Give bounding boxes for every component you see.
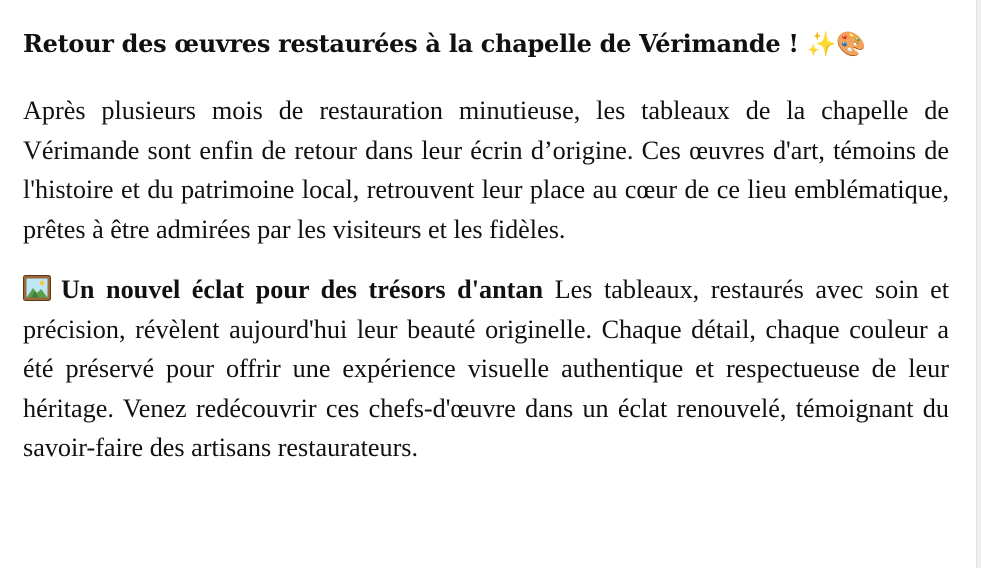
framed-picture-icon [23,275,51,301]
section-heading: Un nouvel éclat pour des trésors d'antan [61,275,544,304]
section-paragraph [23,270,949,468]
intro-paragraph: Après plusieurs mois de restauration minutieuse, les tableaux de la chapelle de Vérimande sont enfin de retour dans leur écrin d’origine. Ces œuvres d'art, témoins de l'histoire et du patrimoine local, retrouvent leur place au cœur de ce lieu emblématique, prêtes à être admirées par les visiteurs et les fidèles. [23,96,949,244]
article [23,24,949,468]
article-title-text: Retour des œuvres restaurées à la chapelle de Vérimande ! [23,29,799,58]
sparkles-palette-icon: ✨🎨 [806,30,866,58]
article-title [23,24,949,64]
section-body: Les tableaux, restaurés avec soin et précision, révèlent aujourd'hui leur beauté originelle. Chaque détail, chaque couleur a été préservé pour offrir une expérience visuelle authentique et respectueuse de leur héritage. Venez redécouvrir ces chefs-d'œuvre dans un éclat renouvelé, témoignant du savoir-faire des artisans restaurateurs. [23,275,950,462]
scrollbar-edge[interactable] [976,0,981,568]
